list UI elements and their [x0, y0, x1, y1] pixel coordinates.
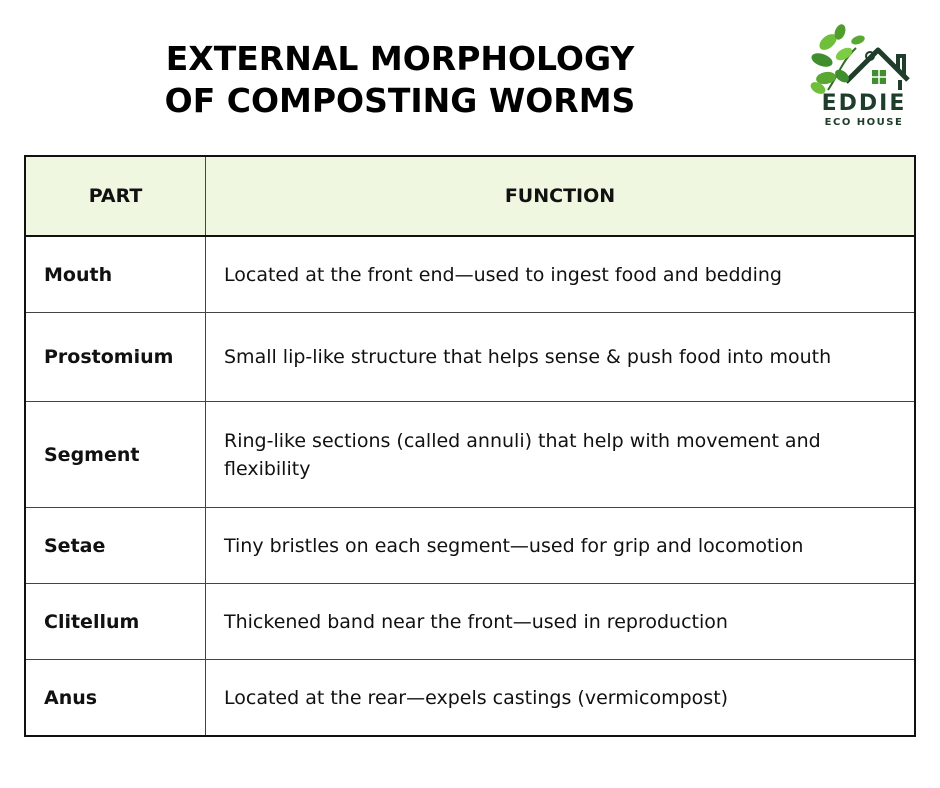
table-header-row — [25, 156, 915, 236]
function-cell: Small lip-like structure that helps sense & push food into mouth — [206, 313, 916, 402]
table-row — [25, 236, 915, 313]
part-cell: Mouth — [25, 236, 206, 313]
function-cell: Ring-like sections (called annuli) that help with movement and flexibility — [206, 402, 916, 508]
logo-subtitle: ECO HOUSE — [824, 117, 904, 128]
table-row — [25, 402, 915, 508]
part-cell: Segment — [25, 402, 206, 508]
table-row — [25, 508, 915, 584]
table-row — [25, 313, 915, 402]
header-function: FUNCTION — [206, 156, 916, 236]
part-cell: Setae — [25, 508, 206, 584]
morphology-table — [24, 155, 916, 737]
header-part: PART — [25, 156, 206, 236]
function-cell: Tiny bristles on each segment—used for grip and locomotion — [206, 508, 916, 584]
logo-name: EDDIE — [821, 91, 907, 116]
part-cell: Prostomium — [25, 313, 206, 402]
part-cell: Anus — [25, 660, 206, 737]
function-cell: Located at the front end—used to ingest food and bedding — [206, 236, 916, 313]
table-row — [25, 584, 915, 660]
function-cell: Located at the rear—expels castings (vermicompost) — [206, 660, 916, 737]
table-row — [25, 660, 915, 737]
function-cell: Thickened band near the front—used in reproduction — [206, 584, 916, 660]
title-line-1: EXTERNAL MORPHOLOGY — [165, 39, 635, 78]
page-title — [150, 38, 650, 122]
title-line-2: OF COMPOSTING WORMS — [164, 81, 636, 120]
part-cell: Clitellum — [25, 584, 206, 660]
